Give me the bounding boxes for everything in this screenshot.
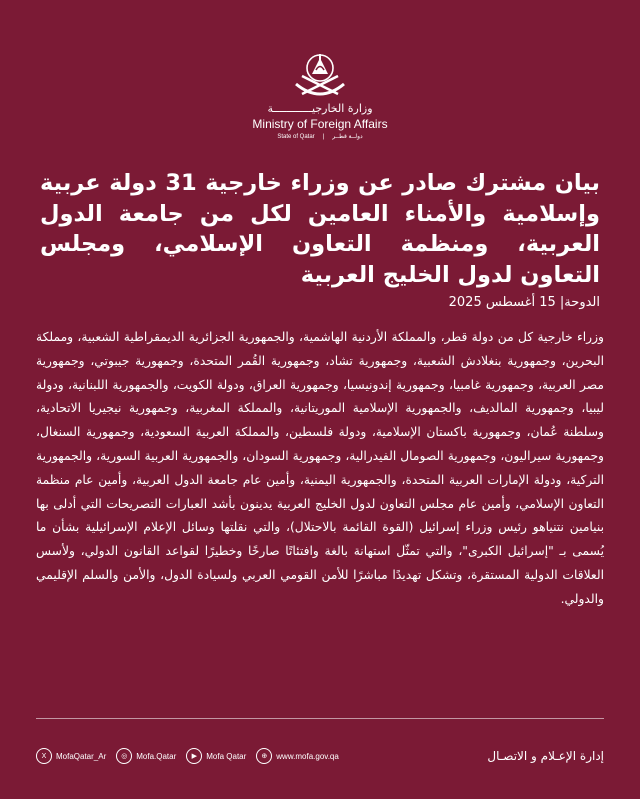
state-line: State of Qatar | دولــة قطــر [277,133,363,140]
social-label: www.mofa.gov.qa [276,751,339,761]
footer-divider [36,718,604,719]
social-links [36,748,339,764]
social-link-x[interactable] [36,748,106,764]
social-link-website[interactable] [256,748,339,764]
ministry-name-ar: وزارة الخارجيــــــــــــة [267,102,373,115]
social-link-instagram[interactable] [116,748,176,764]
x-icon: X [36,748,52,764]
social-label: Mofa Qatar [206,751,247,761]
state-name-ar: دولــة قطــر [332,134,363,140]
ministry-logo [0,48,640,140]
instagram-icon: ◎ [116,748,132,764]
department-name: إدارة الإعـلام و الاتصـال [487,749,604,763]
statement-title: بيان مشترك صادر عن وزراء خارجية 31 دولة عربية وإسلامية والأمناء العامين لكل من جامعة الدول العربية، ومنظمة التعاون الإسلامي، ومجلس التعاون لدول الخليج العربية [40,170,600,288]
social-label: MofaQatar_Ar [56,751,107,761]
web-icon: ⊕ [256,748,272,764]
statement-body: وزراء خارجية كل من دولة قطر، والمملكة الأردنية الهاشمية، والجمهورية الجزائرية الديمقراطية الشعبية، ومملكة البحرين، وجمهورية بنغلادش الشعبية، وجمهورية تشاد، وجمهورية القُمر المتحدة، وجمهورية جيبوتي، وجمهورية مصر العربية، وجمهورية غامبيا، وجمهورية إندونيسيا، وجمهورية العراق، ودولة الكويت، والجمهورية اللبنانية، ودولة ليبيا، وجمهورية المالديف، والجمهورية الإسلامية الموريتانية، والمملكة المغربية، وجمهورية نيجيريا الاتحادية، وسلطنة عُمان، وجمهورية باكستان الإسلامية، ودولة فلسطين، والمملكة العربية السعودية، وجمهورية السنغال، وجمهورية سيراليون، وجمهورية الصومال الفيدرالية، وجمهورية السودان، والجمهورية العربية السورية، والجمهورية التركية، ودولة الإمارات العربية المتحدة، والجمهورية اليمنية، وأمين عام جامعة الدول العربية، وأمين عام منظمة التعاون الإسلامي، وأمين عام مجلس التعاون لدول الخليج العربية يدينون بأشد العبارات التصريحات التي أدلى بها بنيامين نتنياهو رئيس وزراء إسرائيل (القوة القائمة بالاحتلال)، والتي نقلتها وسائل الإعلام الإسرائيلية بشأن ما يُسمى بـ "إسرائيل الكبرى"، والتي تمثّل استهانة بالغة وافتئاتًا صارخًا وخطيرًا لقواعد القانون الدولي، ولأسس العلاقات الدولية المستقرة، وتشكل تهديدًا مباشرًا للأمن القومي العربي ولسيادة الدول، والأمن والسلم الإقليمي والدولي. [36,330,604,606]
ministry-name-en: Ministry of Foreign Affairs [252,117,388,131]
state-name-en: State of Qatar [277,133,315,140]
dateline: الدوحة| 15 أغسطس 2025 [448,295,600,310]
youtube-icon: ▶ [186,748,202,764]
social-link-youtube[interactable] [186,748,246,764]
social-label: Mofa.Qatar [136,751,177,761]
qatar-emblem-icon [290,48,350,100]
footer [36,748,604,764]
